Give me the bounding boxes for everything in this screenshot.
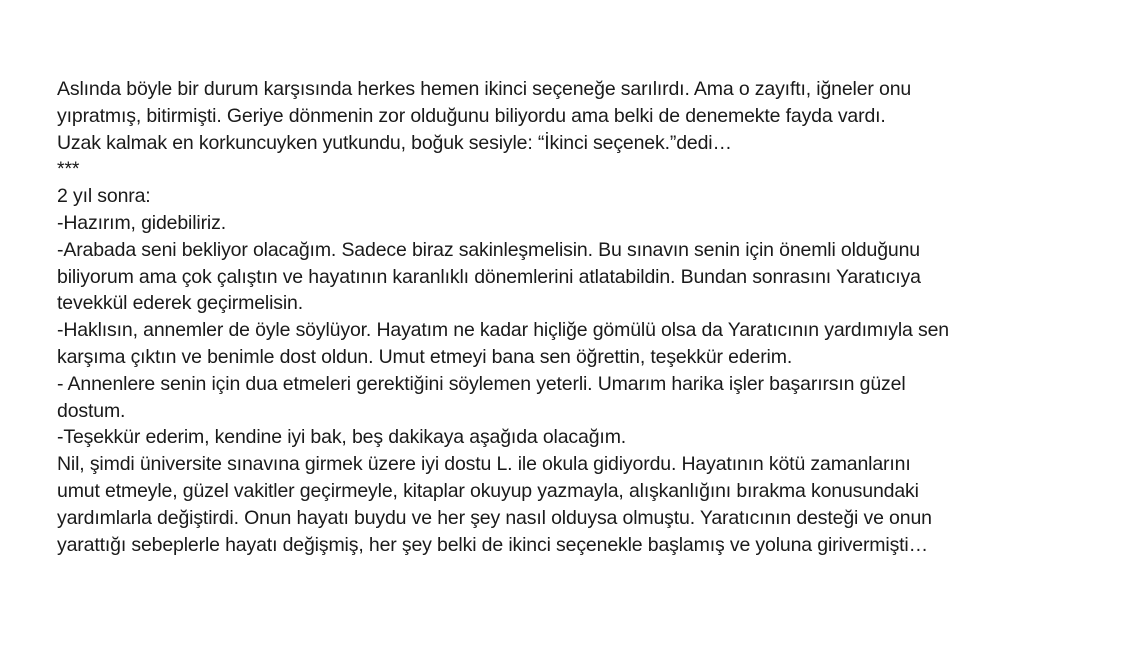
text-line: yıpratmış, bitirmişti. Geriye dönmenin zor olduğunu biliyordu ama belki de denemekte fayda vardı. xyxy=(57,104,886,127)
narrative-line: Nil, şimdi üniversite sınavına girmek üzere iyi dostu L. ile okula gidiyordu. Hayatının kötü zamanlarını xyxy=(57,453,911,476)
text-line: Aslında böyle bir durum karşısında herkes hemen ikinci seçeneğe sarılırdı. Ama o zayıftı, iğneler onu xyxy=(57,78,912,100)
dialogue-line: biliyorum ama çok çalıştın ve hayatının karanlıklı dönemlerini atlatabildin. Bundan sonrasını Yaratıcıya xyxy=(57,265,921,288)
dialogue-line: tevekkül ederek geçirmelisin. xyxy=(57,292,304,315)
dialogue-line: - Annenlere senin için dua etmeleri gerektiğini söylemen yeterli. Umarım harika işler başarırsın güzel xyxy=(57,372,906,395)
dialogue-line: -Arabada seni bekliyor olacağım. Sadece biraz sakinleşmelisin. Bu sınavın senin için önemli olduğunu xyxy=(57,238,920,261)
narrative-line: yarattığı sebeplerle hayatı değişmiş, her şey belki de ikinci seçenekle başlamış ve yoluna girivermişti… xyxy=(57,533,928,556)
dialogue-line: dostum. xyxy=(57,399,126,422)
narrative-line: yardımlarla değiştirdi. Onun hayatı buydu ve her şey nasıl olduysa olmuştu. Yaratıcının desteği ve onun xyxy=(57,506,932,529)
text-line: Uzak kalmak en korkuncuyken yutkundu, boğuk sesiyle: “İkinci seçenek.”dedi… xyxy=(57,131,732,154)
dialogue-line: karşıma çıktın ve benimle dost oldun. Umut etmeyi bana sen öğrettin, teşekkür ederim. xyxy=(57,345,793,368)
section-separator: *** xyxy=(57,158,80,181)
narrative-line: umut etmeyle, güzel vakitler geçirmeyle, kitaplar okuyup yazmayla, alışkanlığını bırakma konusundaki xyxy=(57,479,919,502)
dialogue-line: -Teşekkür ederim, kendine iyi bak, beş dakikaya aşağıda olacağım. xyxy=(57,426,627,449)
document-body xyxy=(57,76,1097,558)
dialogue-line: -Haklısın, annemler de öyle söylüyor. Hayatım ne kadar hiçliğe gömülü olsa da Yaratıcının yardımıyla sen xyxy=(57,319,949,342)
time-skip-heading: 2 yıl sonra: xyxy=(57,185,151,208)
dialogue-line: -Hazırım, gidebiliriz. xyxy=(57,211,226,234)
